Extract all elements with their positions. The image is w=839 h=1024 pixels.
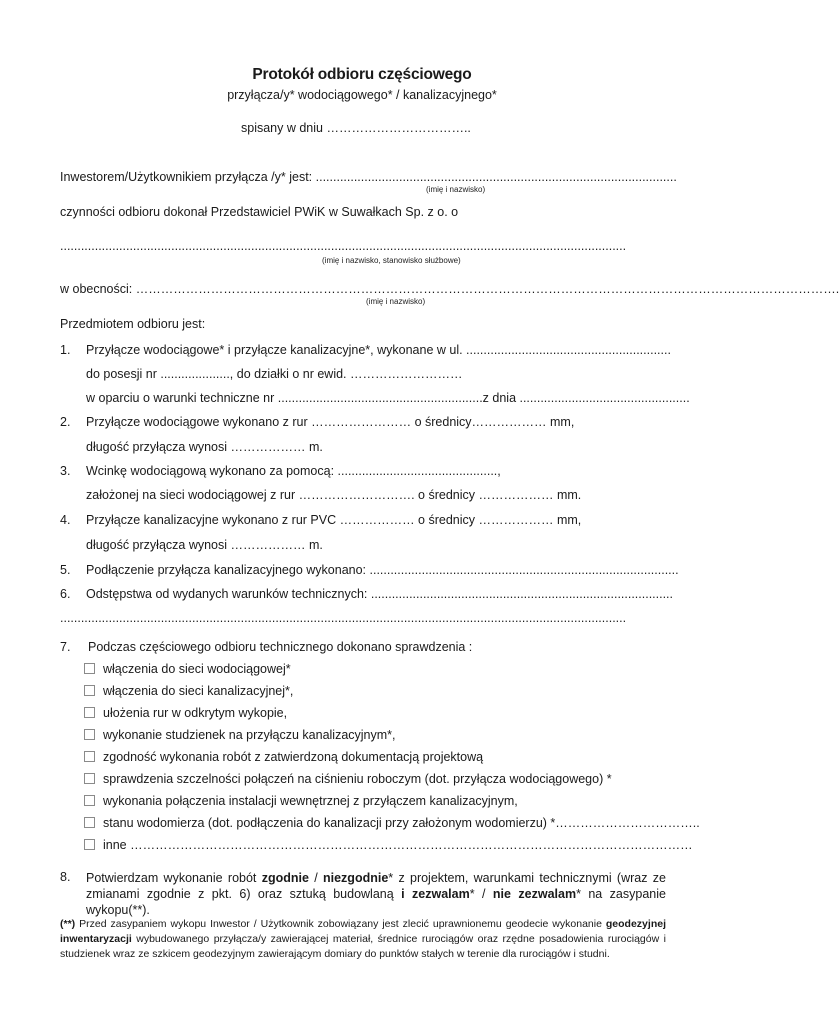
checkbox[interactable] (84, 663, 95, 674)
item-8-text: * / (469, 887, 493, 901)
item-4-line-2: długość przyłącza wynosi ……………… m. (86, 538, 323, 552)
item-1-line-3: w oparciu o warunki techniczne nr ...........................................................z dnia ................................................. (86, 391, 690, 405)
item-1-line-1: Przyłącze wodociągowe* i przyłącze kanalizacyjne*, wykonane w ul. ........................................................... (86, 343, 671, 357)
check-row[interactable] (84, 772, 668, 786)
checkbox[interactable] (84, 729, 95, 740)
checkbox[interactable] (84, 839, 95, 850)
check-row[interactable] (84, 816, 700, 830)
item-7-heading: Podczas częściowego odbioru technicznego dokonano sprawdzenia : (88, 640, 473, 654)
check-row[interactable] (84, 728, 668, 742)
item-8-bold: i zezwalam (401, 887, 470, 901)
item-6-line: Odstępstwa od wydanych warunków technicznych: ....................................................................................... (86, 587, 674, 601)
item-number: 6. (60, 587, 71, 601)
check-row[interactable] (84, 838, 693, 852)
item-number: 8. (60, 870, 71, 884)
item-number: 4. (60, 513, 71, 527)
check-label: stanu wodomierza (dot. podłączenia do kanalizacji przy założonym wodomierzu) *…………………………….. (103, 816, 700, 830)
check-label: włączenia do sieci kanalizacyjnej*, (103, 684, 294, 698)
item-2-line-2: długość przyłącza wynosi ……………… m. (86, 440, 323, 454)
presence-caption: (imię i nazwisko) (366, 297, 426, 306)
item-8-bold: nie zezwalam (492, 887, 577, 901)
check-row[interactable] (84, 750, 668, 764)
date-field: spisany w dniu …………………………….. (241, 121, 471, 135)
item-6-continuation: ................................................................................................................................................................... (60, 611, 627, 625)
item-number: 2. (60, 415, 71, 429)
item-2-line-1: Przyłącze wodociągowe wykonano z rur …………………… o średnicy……………… mm, (86, 415, 575, 429)
check-label: wykonania połączenia instalacji wewnętrznej z przyłączem kanalizacyjnym, (103, 794, 518, 808)
item-3-line-2: założonej na sieci wodociągowej z rur ………………………. o średnicy ……………… mm. (86, 488, 582, 502)
document-subtitle: przyłącza/y* wodociągowego* / kanalizacyjnego* (227, 88, 497, 102)
representative-field: ................................................................................................................................................................... (60, 239, 627, 253)
checkbox[interactable] (84, 817, 95, 828)
item-8-text: * na zasypanie wykopu(**). (86, 887, 666, 917)
item-4-line-1: Przyłącze kanalizacyjne wykonano z rur PVC ……………… o średnicy ……………… mm, (86, 513, 582, 527)
check-label: włączenia do sieci wodociągowej* (103, 662, 291, 676)
checkbox[interactable] (84, 685, 95, 696)
check-label: inne ……………………………………………………………………………………………………………………… (103, 838, 693, 852)
representative-label: czynności odbioru dokonał Przedstawiciel PWiK w Suwałkach Sp. z o. o (60, 205, 459, 219)
footnote-bold: geodezyjnej inwentaryzacji (60, 918, 666, 945)
item-8-bold: zgodnie (261, 871, 309, 885)
checkbox[interactable] (84, 751, 95, 762)
footnote-text: wybudowanego przyłącza/y zawierającej materiał, średnice rurociągów oraz rzędne posadowienia rurociągów i studzienek wraz ze szkicem geodezyjnym zawierającym domiary do punktów stałych w terenie dla rurociągów i studni. (60, 932, 666, 960)
item-number: 7. (60, 640, 71, 654)
check-label: zgodność wykonania robót z zatwierdzoną dokumentacją projektową (103, 750, 484, 764)
checkbox[interactable] (84, 773, 95, 784)
investor-field: Inwestorem/Użytkownikiem przyłącza /y* jest: ........................................................................................................ (60, 170, 677, 184)
item-8-bold: niezgodnie (323, 871, 389, 885)
checkbox[interactable] (84, 795, 95, 806)
item-number: 5. (60, 563, 71, 577)
item-number: 1. (60, 343, 71, 357)
check-label: sprawdzenia szczelności połączeń na ciśnieniu roboczym (dot. przyłącza wodociągowego) * (103, 772, 612, 786)
item-number: 3. (60, 464, 71, 478)
checkbox[interactable] (84, 707, 95, 718)
representative-caption: (imię i nazwisko, stanowisko służbowe) (322, 256, 461, 265)
check-row[interactable] (84, 794, 668, 808)
footnote-mark: (**) (60, 918, 76, 930)
item-5-line: Podłączenie przyłącza kanalizacyjnego wykonano: ......................................................................................... (86, 563, 679, 577)
check-row[interactable] (84, 684, 668, 698)
item-8-statement (86, 870, 666, 918)
item-3-line-1: Wcinkę wodociągową wykonano za pomocą: .............................................., (86, 464, 501, 478)
footnote-text: Przed zasypaniem wykopu Inwestor / Użytkownik zobowiązany jest zlecić uprawnionemu geodecie wykonanie (75, 918, 606, 930)
document-title: Protokół odbioru częściowego (252, 66, 472, 83)
presence-field: w obecności: ……………………………………………………………………………………………………………………………………………………. (60, 282, 839, 296)
item-1-line-2: do posesji nr ...................., do działki o nr ewid. ……………………… (86, 367, 463, 381)
item-8-text: * z projektem, warunkami technicznymi (wraz ze zmianami zgodnie z pkt. 6) oraz sztuką budowlaną (86, 871, 666, 901)
investor-caption: (imię i nazwisko) (426, 185, 486, 194)
item-8-text: Potwierdzam wykonanie robót (86, 871, 262, 885)
item-8-text: / (308, 871, 323, 885)
check-label: ułożenia rur w odkrytym wykopie, (103, 706, 288, 720)
check-row[interactable] (84, 706, 668, 720)
footnote (60, 917, 666, 961)
check-label: wykonanie studzienek na przyłączu kanalizacyjnym*, (103, 728, 396, 742)
check-row[interactable] (84, 662, 668, 676)
subject-heading: Przedmiotem odbioru jest: (60, 317, 206, 331)
